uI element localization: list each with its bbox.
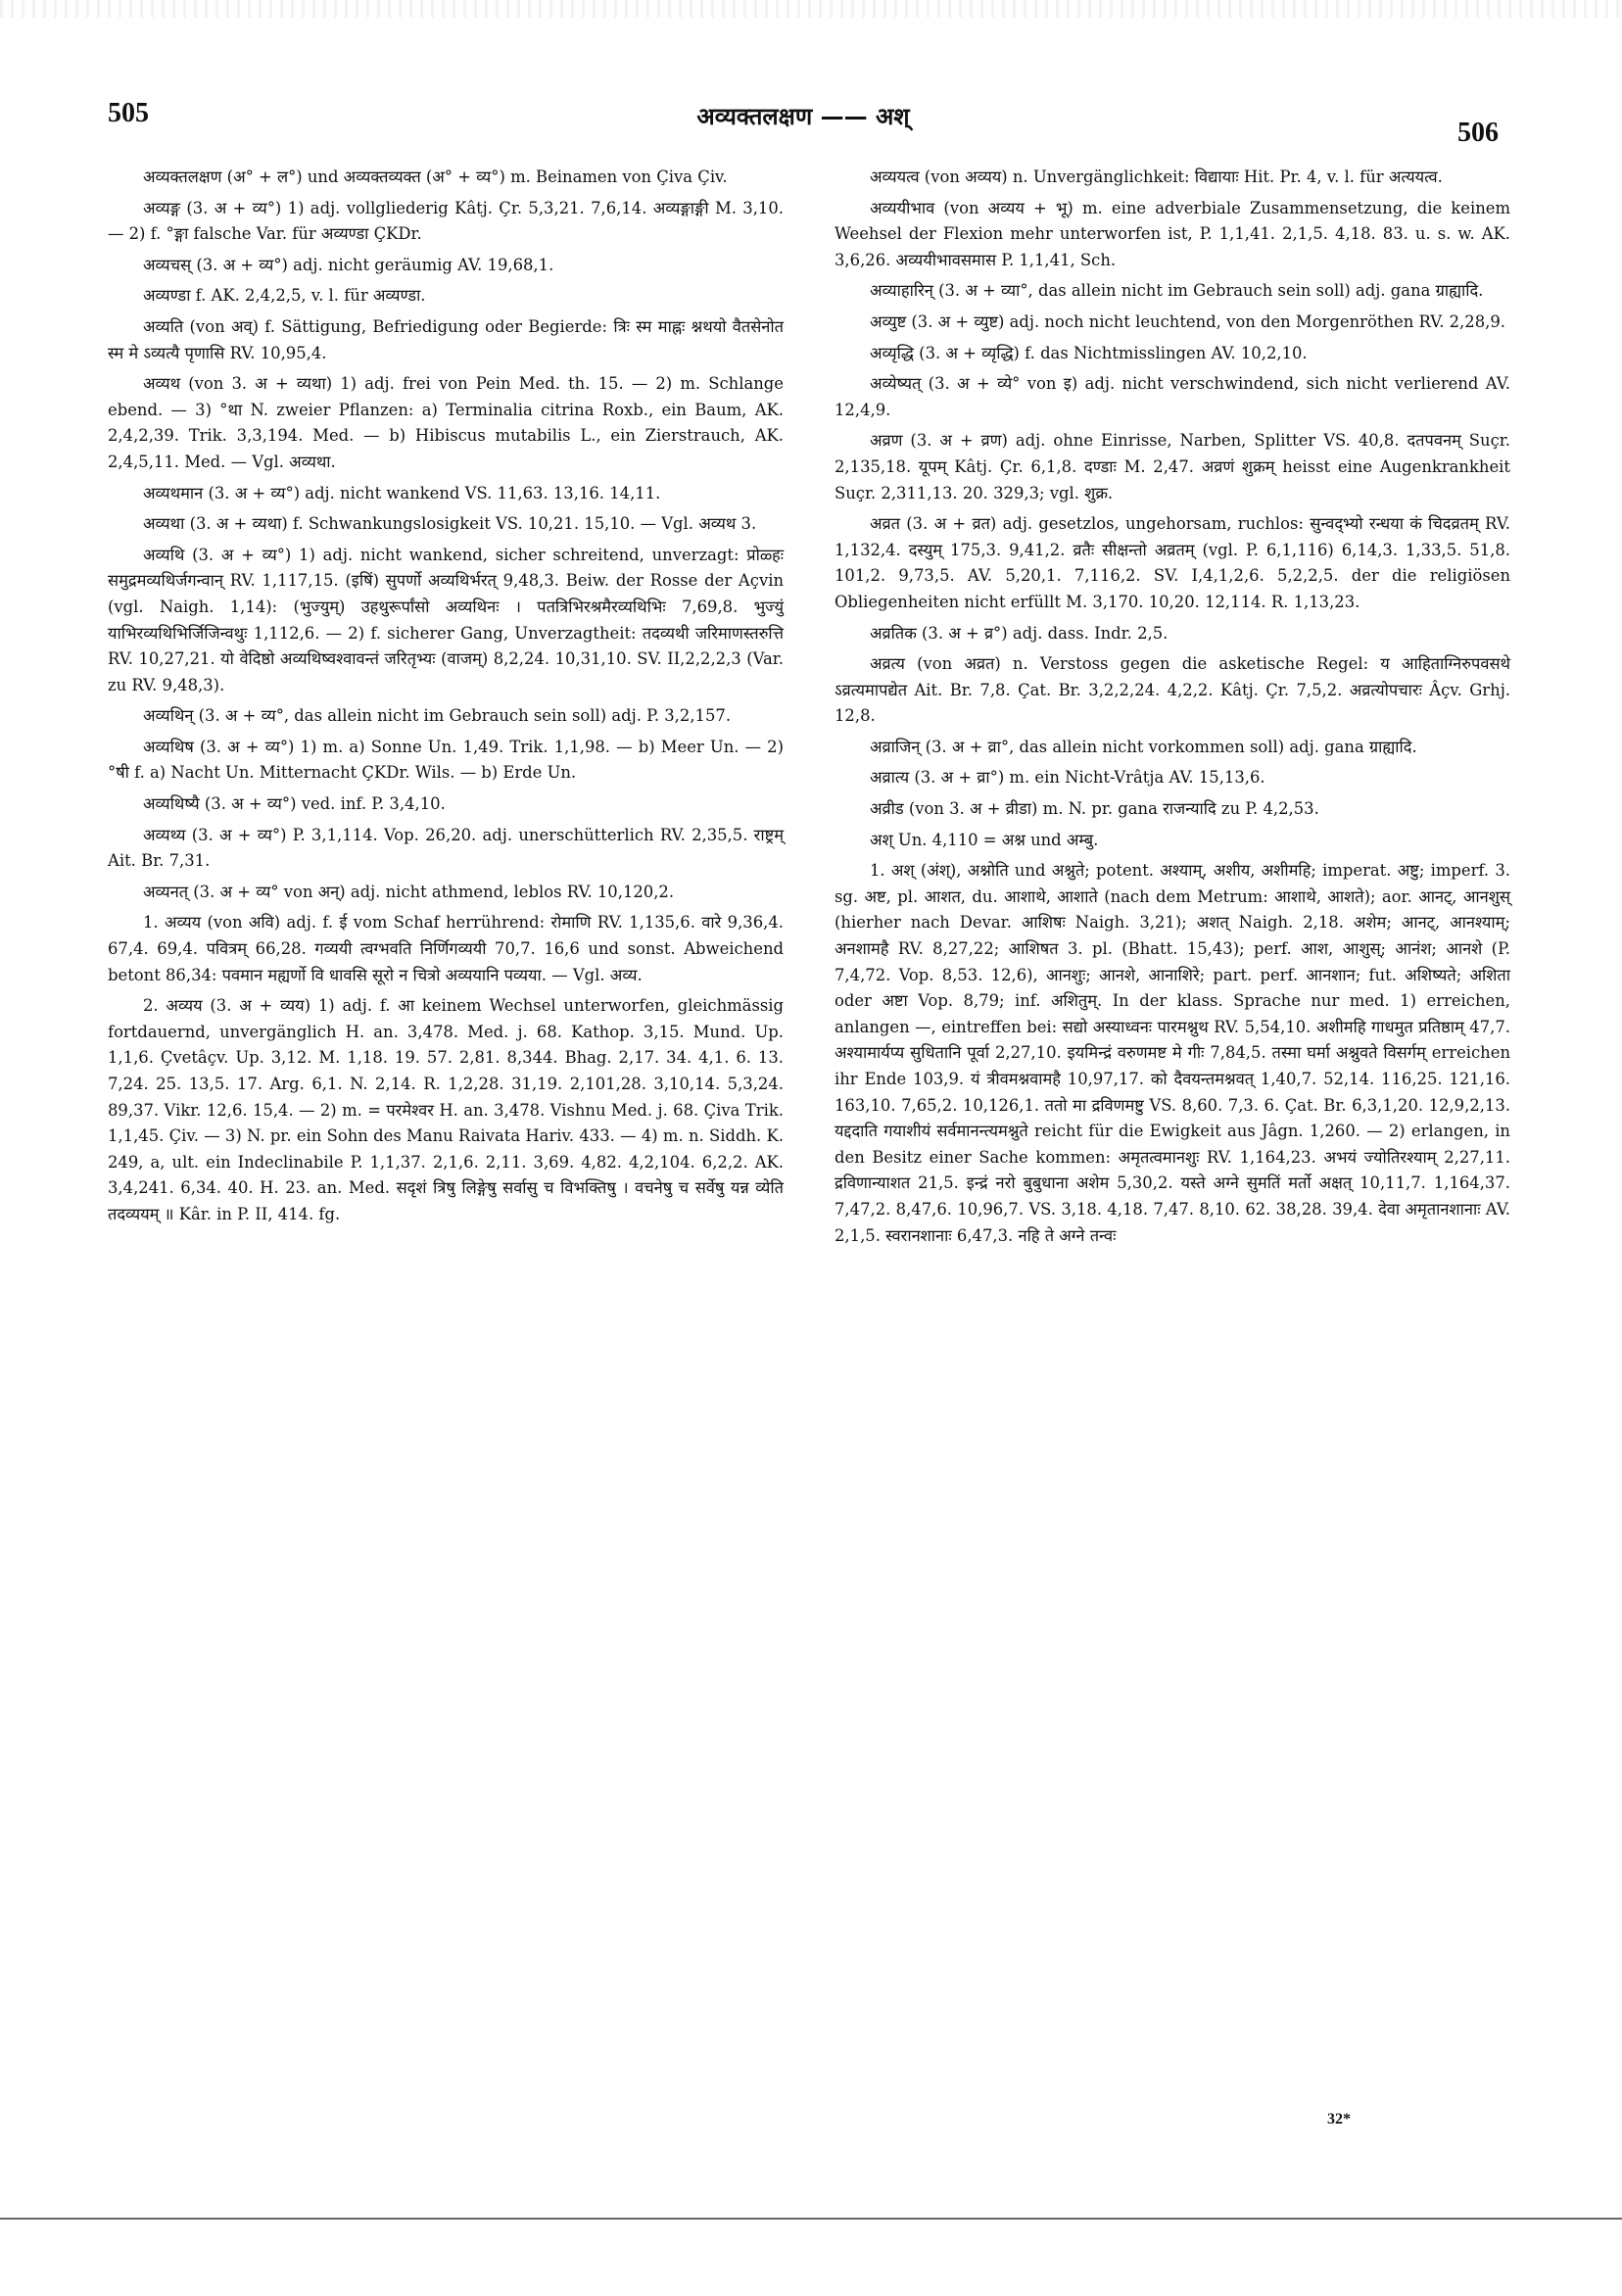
dictionary-entry: अव्यचस् (3. अ + व्य°) adj. nicht geräumig AV. 19,68,1. bbox=[143, 255, 554, 274]
dictionary-entry: अव्यङ्ग (3. अ + व्य°) 1) adj. vollgliederig Kâtj. Çr. 5,3,21. 7,6,14. अव्यङ्गाङ्गी M. 3,10. — 2) f. °ङ्गा falsche Var. für अव्यण्डा ÇKDr. bbox=[108, 198, 784, 244]
dictionary-entry: 2. अव्यय (3. अ + व्यय) 1) adj. f. आ keinem Wechsel unterworfen, gleichmässig fortdauernd, unvergänglich H. an. 3,478. Med. j. 68. Kathop. 3,15. Mund. Up. 1,1,6. Çvetâçv. Up. 3,12. M. 1,18. 19. 57. 2,81. 8,344. Bhag. 2,17. 34. 4,1. 6. 13. 7,24. 25. 13,5. 17. Arg. 6,1. N. 2,14. R. 1,2,28. 31,19. 2,101,28. 3,10,14. 5,3,24. 89,37. Vikr. 12,6. 15,4. — 2) m. = परमेश्वर H. an. 3,478. Vishnu Med. j. 68. Çiva Trik. 1,1,45. Çiv. — 3) N. pr. ein Sohn des Manu Raivata Hariv. 433. — 4) m. n. Siddh. K. 249, a, ult. ein Indeclinabile P. 1,1,37. 2,1,6. 2,11. 3,69. 4,82. 4,2,104. 6,2,2. AK. 3,4,241. 6,34. 40. H. 23. an. Med. सदृशं त्रिषु लिङ्गेषु सर्वासु च विभक्तिषु । वचनेषु च सर्वेषु यन्न व्येति तदव्ययम् ॥ Kâr. in P. II, 414. fg. bbox=[108, 996, 784, 1223]
dictionary-entry: अव्यथ (von 3. अ + व्यथा) 1) adj. frei von Pein Med. th. 15. — 2) m. Schlange ebend. — 3) °था N. zweier Pflanzen: a) Terminalia citrina Roxb., ein Baum, AK. 2,4,2,39. Trik. 3,3,194. Med. — b) Hibiscus mutabilis L., ein Zierstrauch, AK. 2,4,5,11. Med. — Vgl. अव्यथा. bbox=[108, 374, 784, 471]
dictionary-entry: 1. अव्यय (von अवि) adj. f. ई vom Schaf herrührend: रोमाणि RV. 1,135,6. वारे 9,36,4. 67,4. 69,4. पवित्रम् 66,28. गव्ययी त्वग्भवति निर्णिगव्ययी 70,7. 16,6 und sonst. Abweichend betont 86,34: पवमान मह्यर्णो वि धावसि सूरो न चित्रो अव्ययानि पव्यया. — Vgl. अव्य. bbox=[108, 913, 784, 984]
dictionary-entry: अव्रण (3. अ + व्रण) adj. ohne Einrisse, Narben, Splitter VS. 40,8. दतपवनम् Suçr. 2,135,18. यूपम् Kâtj. Çr. 6,1,8. दण्डाः M. 2,47. अव्रणं शुक्रम् heisst eine Augenkrankheit Suçr. 2,311,13. 20. 329,3; vgl. शुक्र. bbox=[835, 431, 1510, 502]
dictionary-entry: 1. अश् (अंश्), अश्नोति und अश्नुते; potent. अश्याम्, अशीय, अशीमहि; imperat. अष्टु; imperf. 3. sg. अष्ट, pl. आशत, du. आशाथे, आशाते (nach dem Metrum: आशाथे, आशते); aor. आनट्, आनशुस् (hierher nach Devar. आशिषः Naigh. 3,21); अशत् Naigh. 2,18. अशेम; आनट्, आनश्याम्; अनशामहै RV. 8,27,22; आशिषत 3. pl. (Bhatt. 15,43); perf. आश, आशुस्; आनंश; आनशे (P. 7,4,72. Vop. 8,53. 12,6), आनशुः; आनशे, आनाशिरे; part. perf. आनशान; fut. अशिष्यते; अशिता oder अष्टा Vop. 8,79; inf. अशितुम्. In der klass. Sprache nur med. 1) erreichen, anlangen —, eintreffen bei: सद्यो अस्याध्वनः पारमश्नुथ RV. 5,54,10. अशीमहि गाधमुत प्रतिष्ठाम् 47,7. अश्यामार्यप्य सुधितानि पूर्वा 2,27,10. इयमिन्द्रं वरुणमष्ट मे गीः 7,84,5. तस्मा घर्मा अश्नुवते विसर्गम् erreichen ihr Ende 103,9. यं त्रीवमश्नवामहै 10,97,17. को दैवयन्तमश्नवत् 1,40,7. 52,14. 116,25. 121,16. 163,10. 7,65,2. 10,126,1. ततो मा द्रविणमष्टु VS. 8,60. 7,3. 6. Çat. Br. 6,3,1,20. 12,9,2,13. यद्ददाति गयाशीयं सर्वमानन्त्यमश्नुते reicht für die Ewigkeit aus Jâgn. 1,260. — 2) erlangen, in den Besitz einer Sache kommen: अमृतत्वमानशुः RV. 1,164,23. अभयं ज्योतिरश्याम् 2,27,11. द्रविणान्याशत 21,5. इन्द्रं नरो बुबुधाना अशेम 5,30,2. यस्ते अग्ने सुमतिं मर्तो अक्षत् 10,11,7. 1,164,37. 7,47,2. 8,47,6. 10,96,7. VS. 3,18. 4,18. 7,47. 8,10. 62. 38,28. 39,4. देवा अमृतानशानाः AV. 2,1,5. स्वरानशानाः 6,47,3. नहि ते अग्ने तन्वः bbox=[835, 861, 1510, 1245]
page-number-left: 505 bbox=[108, 98, 149, 128]
dictionary-entry: अव्रतिक (3. अ + व्र°) adj. dass. Indr. 2,5. bbox=[870, 623, 1169, 643]
dictionary-entry: अव्यण्डा f. AK. 2,4,2,5, v. l. für अव्यण्डा. bbox=[143, 286, 426, 306]
dictionary-entry: अव्युष्ट (3. अ + व्युष्ट) adj. noch nicht leuchtend, von den Morgenröthen RV. 2,28,9. bbox=[870, 311, 1505, 331]
page-header bbox=[108, 98, 1499, 148]
dictionary-entry: अव्यथिष (3. अ + व्य°) 1) m. a) Sonne Un. 1,49. Trik. 1,1,98. — b) Meer Un. — 2) °षी f. a) Nacht Un. Mitternacht ÇKDr. Wils. — b) Erde Un. bbox=[108, 737, 784, 783]
dictionary-entry: अव्यथ्य (3. अ + व्य°) P. 3,1,114. Vop. 26,20. adj. unerschütterlich RV. 2,35,5. राष्ट्रम् Ait. Br. 7,31. bbox=[108, 825, 784, 871]
dictionary-entry: अव्राजिन् (3. अ + व्रा°, das allein nicht vorkommen soll) adj. gana ग्राह्यादि. bbox=[870, 737, 1417, 756]
dictionary-entry: अव्ययत्व (von अव्यय) n. Unvergänglichkeit: विद्यायाः Hit. Pr. 4, v. l. für अत्ययत्व. bbox=[870, 167, 1443, 186]
dictionary-entry: अव्यथमान (3. अ + व्य°) adj. nicht wankend VS. 11,63. 13,16. 14,11. bbox=[143, 483, 661, 502]
dictionary-entry: अव्ययीभाव (von अव्यय + भू) m. eine adverbiale Zusammensetzung, die keinem Weehsel der Flexion mehr unterworfen ist, P. 1,1,41. 2,1,5. 4,18. 83. u. s. w. AK. 3,6,26. अव्ययीभावसमास P. 1,1,41, Sch. bbox=[835, 198, 1510, 269]
running-head: अव्यक्तलक्षण —— अश् bbox=[696, 103, 910, 130]
dictionary-entry: अव्यथिष्यै (3. अ + व्य°) ved. inf. P. 3,4,10. bbox=[143, 794, 446, 814]
right-column bbox=[835, 165, 1510, 2276]
scan-edge-noise bbox=[0, 0, 1622, 18]
dictionary-entry: अव्यथिन् (3. अ + व्य°, das allein nicht im Gebrauch sein soll) adj. P. 3,2,157. bbox=[143, 706, 732, 726]
dictionary-entry: अव्रत (3. अ + व्रत) adj. gesetzlos, ungehorsam, ruchlos: सुन्वद्भ्यो रन्धया कं चिदव्रतम् RV. 1,132,4. दस्युम् 175,3. 9,41,2. व्रतैः सीक्षन्तो अव्रतम् (vgl. P. 6,1,116) 6,14,3. 1,33,5. 51,8. 101,2. 9,73,5. AV. 5,20,1. 7,116,2. SV. I,4,1,2,6. 5,2,2,5. der die religiösen Obliegenheiten nicht erfüllt M. 3,170. 10,20. 12,114. R. 1,13,23. bbox=[835, 514, 1510, 611]
dictionary-entry: अव्यृद्धि (3. अ + व्यृद्धि) f. das Nichtmisslingen AV. 10,2,10. bbox=[870, 343, 1308, 362]
dictionary-entry: अव्रीड (von 3. अ + व्रीडा) m. N. pr. gana राजन्यादि zu P. 4,2,53. bbox=[870, 799, 1319, 819]
signature-mark: 32* bbox=[1327, 2111, 1351, 2128]
dictionary-entry: अव्याहारिन् (3. अ + व्या°, das allein nicht im Gebrauch sein soll) adj. gana ग्राह्यादि. bbox=[870, 281, 1484, 301]
dictionary-entry: अव्रात्य (3. अ + व्रा°) m. ein Nicht-Vrâtja AV. 15,13,6. bbox=[870, 768, 1265, 788]
dictionary-entry: अव्यनत् (3. अ + व्य° von अन्) adj. nicht athmend, leblos RV. 10,120,2. bbox=[143, 882, 675, 901]
dictionary-entry: अव्यथि (3. अ + व्य°) 1) adj. nicht wankend, sicher schreitend, unverzagt: प्रोळ्हः समुद्रमव्यथिर्जगन्वान् RV. 1,117,15. (इषिं) सुपर्णो अव्यथिर्भरत् 9,48,3. Beiw. der Rosse der Açvin (vgl. Naigh. 1,14): (भुज्युम्) उहथुरूर्पांसो अव्यथिनः । पतत्रिभिरश्रमैरव्यथिभिः 7,69,8. भुज्युं याभिरव्यथिभिर्जिजिन्वथुः 1,112,6. — 2) f. sicherer Gang, Unverzagtheit: तदव्यथी जरिमाणस्तरुत्ति RV. 10,27,21. यो वेदिष्ठो अव्यथिष्वश्वावन्तं जरितृभ्यः (वाजम्) 8,2,24. 10,31,10. SV. II,2,2,2,3 (Var. zu RV. 9,48,3). bbox=[108, 545, 784, 694]
dictionary-entry: अव्रत्य (von अव्रत) n. Verstoss gegen die asketische Regel: य आहिताग्निरुपवसथे ऽव्रत्यमापद्येत Ait. Br. 7,8. Çat. Br. 3,2,2,24. 4,2,2. Kâtj. Çr. 7,5,2. अव्रत्योपचारः Âçv. Grhj. 12,8. bbox=[835, 654, 1510, 726]
dictionary-entry: अव्येष्यत् (3. अ + व्ये° von इ) adj. nicht verschwindend, sich nicht verlierend AV. 12,4,9. bbox=[835, 374, 1510, 419]
dictionary-entry: अश् Un. 4,110 = अश्न und अम्बु. bbox=[870, 830, 1099, 849]
dictionary-entry: अव्यति (von अव्) f. Sättigung, Befriedigung oder Begierde: त्रिः स्म माह्नः श्नथयो वैतसेनोत स्म मे ऽव्यत्यै पृणासि RV. 10,95,4. bbox=[108, 316, 784, 362]
page-number-right: 506 bbox=[1457, 118, 1499, 148]
bottom-rule bbox=[0, 2218, 1622, 2220]
dictionary-entry: अव्यथा (3. अ + व्यथा) f. Schwankungslosigkeit VS. 10,21. 15,10. — Vgl. अव्यथ 3. bbox=[143, 514, 757, 534]
dictionary-entry: अव्यक्तलक्षण (अ° + ल°) und अव्यक्तव्यक्त (अ° + व्य°) m. Beinamen von Çiva Çiv. bbox=[143, 167, 728, 186]
left-column bbox=[108, 165, 784, 2276]
